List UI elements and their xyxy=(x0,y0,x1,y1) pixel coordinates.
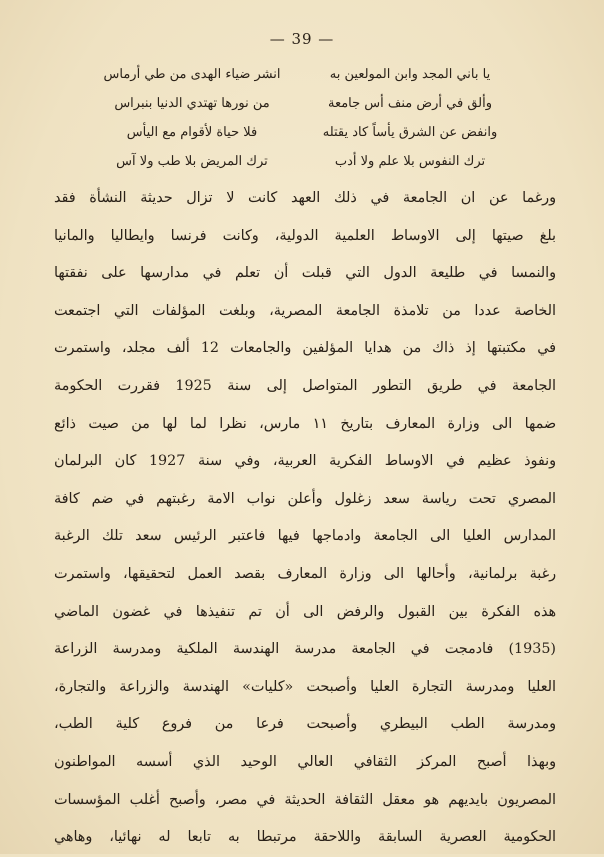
poem-verses xyxy=(92,60,510,176)
text-line: في مكتبتها إذ ذاك من هدايا المؤلفين والجامعات 12 ألف مجلد، واستمرت xyxy=(54,340,556,357)
body-text xyxy=(54,180,556,857)
verse-line xyxy=(92,118,510,147)
verse-second-hemistich: ترك المريض بلا طب ولا آس xyxy=(116,154,268,169)
verse-line xyxy=(92,60,510,89)
page-number: — 39 — xyxy=(269,30,335,48)
text-line: الحكومية العصرية السابقة واللاحقة مرتبطا به تابعا له نهائيا، وهاهي xyxy=(54,829,556,846)
verse-second-hemistich: انشر ضياء الهدى من طي أرماس xyxy=(103,67,281,82)
text-line: المصري تحت رياسة سعد زغلول وأعلن نواب الامة رغبتهم في ضم كافة xyxy=(54,490,556,507)
text-line: ومدرسة الطب البيطري وأصبحت فرعا من فروع كلية الطب، xyxy=(54,716,556,733)
verse-first-hemistich: ترك النفوس بلا علم ولا أدب xyxy=(334,154,486,169)
verse-first-hemistich: وانفض عن الشرق يأساً كاد يقتله xyxy=(322,125,498,140)
text-line: المصريون بايديهم هو معقل الثقافة الحديثة في مصر، وأصبح أغلب المؤسسات xyxy=(54,791,556,808)
verse-first-hemistich: يا باني المجد وابن المولعين به xyxy=(329,67,491,82)
verse-first-hemistich: وألق في أرض منف أس جامعة xyxy=(327,96,493,111)
text-line: هذه الفكرة بين القبول والرفض الى أن تم تنفيذها في غضون الماضي xyxy=(54,603,556,620)
verse-second-hemistich: فلا حياة لأقوام مع اليأس xyxy=(126,125,258,140)
text-line: بلغ صيتها إلى الاوساط العلمية الدولية، وكانت فرنسا وايطاليا والمانيا xyxy=(54,227,556,244)
text-line: الجامعة في طريق التطور المتواصل إلى سنة 1925 فقررت الحكومة xyxy=(54,377,556,394)
text-line: والنمسا في طليعة الدول التي قبلت أن تعلم في مدارسها على نفقتها xyxy=(54,265,556,282)
verse-second-hemistich: من نورها تهتدي الدنيا بنبراس xyxy=(114,96,270,111)
text-line: وبهذا أصبح المركز الثقافي العالي الوحيد الذي أسسه المواطنون xyxy=(54,753,556,770)
verse-line xyxy=(92,147,510,176)
text-line: ضمها الى وزارة المعارف بتاريخ ١١ مارس، نظرا لما لها من صيت ذائع xyxy=(54,415,556,432)
text-line: ورغما عن ان الجامعة في ذلك العهد كانت لا تزال حديثة النشأة فقد xyxy=(54,190,556,206)
text-line: المدارس العليا الى الجامعة وادماجها فيها فاعتبر الرئيس سعد تلك الرغبة xyxy=(54,528,556,545)
text-line: العليا ومدرسة التجارة العليا وأصبحت «كليات» الهندسة والزراعة والتجارة، xyxy=(54,678,556,695)
verse-line xyxy=(92,89,510,118)
text-line: (1935) فادمجت في الجامعة مدرسة الهندسة الملكية ومدرسة الزراعة xyxy=(54,641,556,658)
text-line: رغبة برلمانية، وأحالها الى وزارة المعارف بقصد العمل لتحقيقها، واستمرت xyxy=(54,565,556,582)
text-line: ونفوذ عظيم في الاوساط الفكرية العربية، وفي سنة 1927 كان البرلمان xyxy=(54,453,556,470)
text-line: الخاصة عددا من تلامذة الجامعة المصرية، وبلغت المؤلفات التي اجتمعت xyxy=(54,302,556,319)
